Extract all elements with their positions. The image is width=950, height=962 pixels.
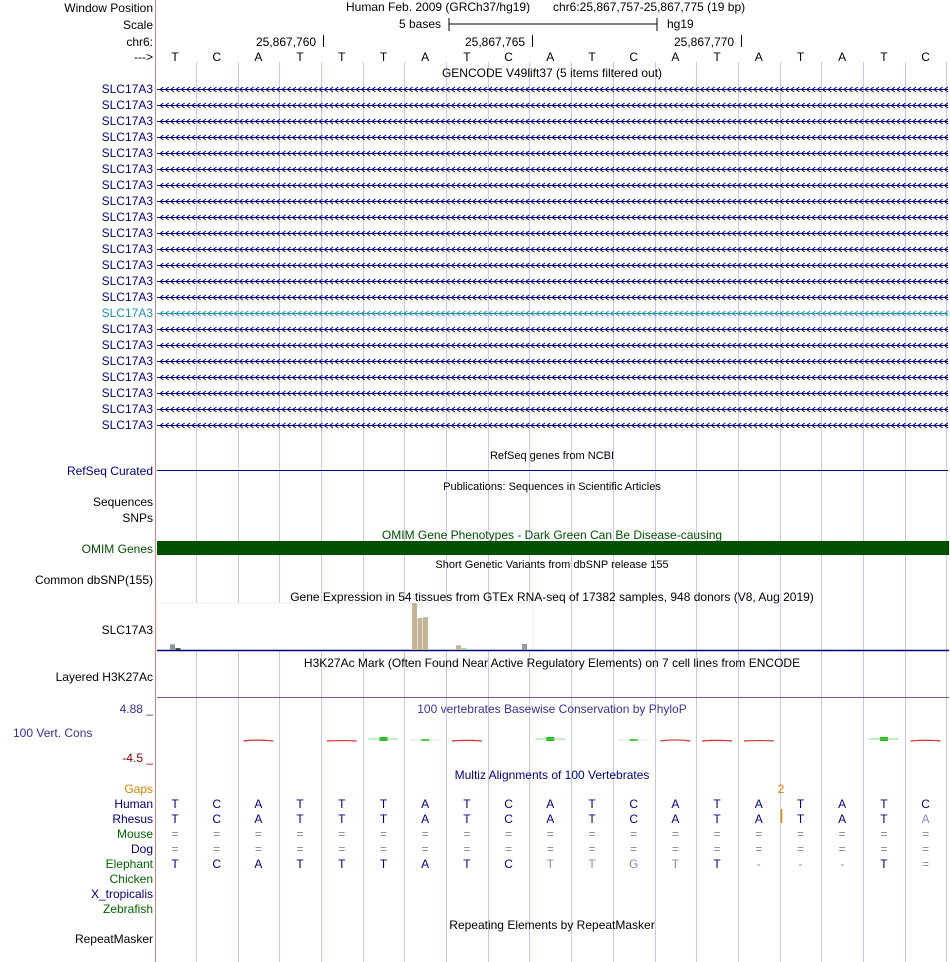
alignment-base: = bbox=[796, 842, 805, 856]
alignment-base: = bbox=[796, 827, 805, 841]
repeatmasker-title[interactable]: Repeating Elements by RepeatMasker bbox=[449, 918, 655, 932]
gene-label[interactable]: SLC17A3 bbox=[101, 162, 153, 176]
alignment-base: T bbox=[463, 797, 471, 811]
alignment-base: = bbox=[588, 842, 596, 856]
alignment-base: T bbox=[296, 812, 304, 826]
gene-label[interactable]: SLC17A3 bbox=[101, 82, 153, 96]
phylop-max: 4.88 _ bbox=[119, 702, 153, 716]
alignment-base: = bbox=[713, 842, 721, 856]
alignment-base: T bbox=[588, 797, 596, 811]
alignment-base: - bbox=[798, 857, 803, 871]
alignment-base: = bbox=[713, 827, 721, 841]
phylop-mark bbox=[911, 740, 941, 741]
gene-label[interactable]: SLC17A3 bbox=[101, 194, 153, 208]
base-letter: T bbox=[296, 50, 304, 64]
alignment-base: - bbox=[756, 857, 761, 871]
species-label[interactable]: X_tropicalis bbox=[90, 887, 153, 901]
gene-label[interactable]: SLC17A3 bbox=[101, 98, 153, 112]
db-label: hg19 bbox=[667, 17, 694, 31]
base-letter: A bbox=[754, 50, 763, 64]
alignment-base: T bbox=[171, 812, 179, 826]
alignment-base: C bbox=[504, 812, 513, 826]
base-letter: T bbox=[379, 50, 388, 64]
base-letter: T bbox=[338, 50, 346, 64]
gene-label[interactable]: SLC17A3 bbox=[101, 338, 153, 352]
base-letter: C bbox=[212, 50, 222, 64]
alignment-base: = bbox=[671, 842, 679, 856]
base-letter: T bbox=[588, 50, 596, 64]
alignment-base: = bbox=[922, 827, 930, 841]
base-letter: A bbox=[254, 50, 263, 64]
base-letter: C bbox=[629, 50, 639, 64]
alignment-base: T bbox=[296, 797, 304, 811]
position-readout[interactable]: chr6:25,867,757-25,867,775 (19 bp) bbox=[553, 0, 746, 14]
phylop-label[interactable]: 100 Vert. Cons bbox=[13, 726, 93, 740]
base-letter: A bbox=[421, 50, 430, 64]
scale-text: 5 bases bbox=[399, 17, 442, 31]
gtex-bar bbox=[522, 644, 527, 650]
base-letter: T bbox=[171, 50, 179, 64]
alignment-base: A bbox=[671, 797, 680, 811]
publications-title[interactable]: Publications: Sequences in Scientific Articles bbox=[443, 481, 661, 493]
alignment-base: = bbox=[505, 842, 513, 856]
gene-label[interactable]: SLC17A3 bbox=[101, 306, 153, 320]
alignment-base: = bbox=[755, 827, 763, 841]
species-label[interactable]: Mouse bbox=[116, 827, 153, 841]
alignment-base: C bbox=[629, 812, 639, 826]
alignment-base: T bbox=[338, 797, 346, 811]
phylop-mark bbox=[702, 740, 732, 741]
alignment-base: = bbox=[379, 827, 388, 841]
alignment-base: = bbox=[671, 827, 679, 841]
alignment-base: T bbox=[713, 857, 721, 871]
alignment-base: T bbox=[379, 812, 388, 826]
alignment-base: T bbox=[379, 797, 388, 811]
species-label[interactable]: Human bbox=[114, 797, 153, 811]
window-position-label: Window Position bbox=[64, 1, 153, 15]
species-label[interactable]: Zebrafish bbox=[102, 902, 153, 916]
alignment-base: - bbox=[840, 857, 845, 871]
gene-label[interactable]: SLC17A3 bbox=[101, 210, 153, 224]
base-letter: C bbox=[504, 50, 513, 64]
dbsnp-title[interactable]: Short Genetic Variants from dbSNP release 155 bbox=[435, 559, 669, 571]
sequences-label[interactable]: Sequences bbox=[92, 495, 153, 509]
alignment-base: C bbox=[212, 797, 222, 811]
alignment-base: = bbox=[880, 842, 888, 856]
gene-label[interactable]: SLC17A3 bbox=[101, 354, 153, 368]
gene-label[interactable]: SLC17A3 bbox=[101, 322, 153, 336]
gene-label[interactable]: SLC17A3 bbox=[101, 370, 153, 384]
gtex-label[interactable]: SLC17A3 bbox=[101, 623, 153, 637]
alignment-base: = bbox=[379, 842, 388, 856]
base-letter: A bbox=[838, 50, 847, 64]
alignment-base: T bbox=[796, 812, 805, 826]
alignment-base: = bbox=[296, 827, 304, 841]
alignment-base: = bbox=[546, 827, 554, 841]
base-letter: T bbox=[713, 50, 721, 64]
alignment-base: = bbox=[755, 842, 763, 856]
multiz-title[interactable]: Multiz Alignments of 100 Vertebrates bbox=[454, 768, 650, 782]
gene-label[interactable]: SLC17A3 bbox=[101, 242, 153, 256]
gene-label[interactable]: SLC17A3 bbox=[101, 290, 153, 304]
alignment-base: A bbox=[421, 797, 430, 811]
alignment-base: A bbox=[838, 797, 847, 811]
alignment-base: A bbox=[421, 812, 430, 826]
alignment-base: = bbox=[630, 827, 638, 841]
alignment-base: = bbox=[880, 827, 888, 841]
gtex-bar bbox=[176, 648, 181, 650]
dbsnp-label[interactable]: Common dbSNP(155) bbox=[34, 573, 153, 587]
alignment-base: T bbox=[546, 857, 554, 871]
phylop-mark bbox=[243, 740, 273, 741]
coord-3: 25,867,770 bbox=[674, 35, 735, 49]
alignment-base: T bbox=[296, 857, 304, 871]
gtex-title[interactable]: Gene Expression in 54 tissues from GTEx RNA-seq of 17382 samples, 948 donors (V8, Aug 2019) bbox=[290, 590, 814, 604]
alignment-base: = bbox=[171, 827, 179, 841]
strand-label: ---> bbox=[134, 50, 153, 64]
gtex-bar bbox=[423, 617, 428, 650]
alignment-base: = bbox=[213, 827, 221, 841]
alignment-base: A bbox=[254, 812, 263, 826]
coord-2: 25,867,765 bbox=[465, 35, 526, 49]
alignment-base: T bbox=[463, 812, 471, 826]
gene-label[interactable]: SLC17A3 bbox=[101, 178, 153, 192]
species-label[interactable]: Elephant bbox=[105, 857, 153, 871]
alignment-base: T bbox=[713, 797, 721, 811]
refseq-title[interactable]: RefSeq genes from NCBI bbox=[489, 450, 615, 462]
gene-label[interactable]: SLC17A3 bbox=[101, 386, 153, 400]
alignment-base: = bbox=[338, 827, 346, 841]
alignment-base: T bbox=[796, 797, 805, 811]
gene-label[interactable]: SLC17A3 bbox=[101, 418, 153, 432]
alignment-base: = bbox=[838, 842, 846, 856]
alignment-base: C bbox=[629, 797, 639, 811]
omim-title[interactable]: OMIM Gene Phenotypes - Dark Green Can Be Disease-causing bbox=[381, 528, 723, 542]
alignment-base: = bbox=[922, 842, 930, 856]
gene-label[interactable]: SLC17A3 bbox=[101, 274, 153, 288]
alignment-base: A bbox=[546, 797, 555, 811]
gene-label[interactable]: SLC17A3 bbox=[101, 130, 153, 144]
alignment-base: C bbox=[212, 812, 222, 826]
alignment-base: = bbox=[254, 827, 262, 841]
gtex-bar bbox=[462, 648, 467, 650]
alignment-base: T bbox=[880, 812, 888, 826]
phylop-min: -4.5 _ bbox=[122, 751, 153, 765]
species-label[interactable]: Rhesus bbox=[112, 812, 153, 826]
alignment-base: = bbox=[838, 827, 846, 841]
alignment-base: T bbox=[463, 857, 471, 871]
alignment-base: T bbox=[338, 857, 346, 871]
gencode-title[interactable]: GENCODE V49lift37 (5 items filtered out) bbox=[441, 66, 663, 80]
gtex-bar bbox=[170, 644, 175, 650]
gap-marker: 2 bbox=[777, 782, 785, 796]
alignment-base: = bbox=[630, 842, 638, 856]
omim-bar bbox=[157, 541, 949, 555]
base-letter: T bbox=[880, 50, 888, 64]
base-letter: T bbox=[796, 50, 805, 64]
species-label[interactable]: Chicken bbox=[109, 872, 153, 886]
refseq-label[interactable]: RefSeq Curated bbox=[66, 464, 153, 478]
alignment-base: T bbox=[171, 857, 179, 871]
alignment-base: = bbox=[421, 827, 429, 841]
gtex-area bbox=[157, 603, 533, 650]
alignment-base: A bbox=[254, 857, 263, 871]
alignment-base: A bbox=[921, 812, 930, 826]
alignment-base: C bbox=[921, 797, 930, 811]
h3k27ac-label[interactable]: Layered H3K27Ac bbox=[55, 670, 153, 684]
gene-label[interactable]: SLC17A3 bbox=[101, 258, 153, 272]
snps-label[interactable]: SNPs bbox=[122, 511, 153, 525]
scale-label: Scale bbox=[122, 18, 153, 32]
alignment-base: T bbox=[671, 857, 680, 871]
phylop-mark bbox=[660, 740, 690, 741]
gtex-bar bbox=[412, 603, 417, 650]
gtex-bar bbox=[451, 649, 456, 650]
alignment-base: A bbox=[254, 797, 263, 811]
alignment-base: T bbox=[588, 812, 596, 826]
alignment-base: C bbox=[504, 857, 513, 871]
alignment-base: A bbox=[421, 857, 430, 871]
coord-1: 25,867,760 bbox=[256, 35, 317, 49]
alignment-base: T bbox=[379, 857, 388, 871]
base-letter: A bbox=[671, 50, 680, 64]
gtex-bar bbox=[456, 645, 461, 650]
alignment-base: = bbox=[463, 842, 471, 856]
base-letter: T bbox=[463, 50, 471, 64]
gaps-label: Gaps bbox=[124, 782, 153, 796]
gene-label[interactable]: SLC17A3 bbox=[101, 226, 153, 240]
base-letter: C bbox=[921, 50, 930, 64]
alignment-base: A bbox=[838, 812, 847, 826]
alignment-base: = bbox=[922, 857, 930, 871]
alignment-base: = bbox=[421, 842, 429, 856]
alignment-base: = bbox=[505, 827, 513, 841]
alignment-base: = bbox=[254, 842, 262, 856]
alignment-base: T bbox=[880, 857, 888, 871]
chrom-label: chr6: bbox=[126, 35, 153, 49]
alignment-base: A bbox=[754, 797, 763, 811]
gene-label[interactable]: SLC17A3 bbox=[101, 402, 153, 416]
alignment-base: C bbox=[504, 797, 513, 811]
phylop-title[interactable]: 100 vertebrates Basewise Conservation by PhyloP bbox=[417, 702, 687, 716]
alignment-base: T bbox=[713, 812, 721, 826]
alignment-base: T bbox=[171, 797, 179, 811]
omim-label[interactable]: OMIM Genes bbox=[81, 542, 153, 556]
alignment-base: = bbox=[296, 842, 304, 856]
gene-label[interactable]: SLC17A3 bbox=[101, 114, 153, 128]
gene-label[interactable]: SLC17A3 bbox=[101, 146, 153, 160]
phylop-mark bbox=[452, 740, 482, 741]
alignment-base: T bbox=[588, 857, 596, 871]
species-label[interactable]: Dog bbox=[130, 842, 153, 856]
base-letter: A bbox=[546, 50, 555, 64]
alignment-base: = bbox=[213, 842, 221, 856]
alignment-base: = bbox=[463, 827, 471, 841]
alignment-base: T bbox=[338, 812, 346, 826]
alignment-base: = bbox=[546, 842, 554, 856]
alignment-base: = bbox=[338, 842, 346, 856]
alignment-base: A bbox=[671, 812, 680, 826]
alignment-base: A bbox=[546, 812, 555, 826]
alignment-base: A bbox=[754, 812, 763, 826]
h3k27ac-title[interactable]: H3K27Ac Mark (Often Found Near Active Regulatory Elements) on 7 cell lines from ENCODE bbox=[303, 656, 801, 670]
assembly-title: Human Feb. 2009 (GRCh37/hg19) bbox=[346, 0, 531, 14]
alignment-base: C bbox=[212, 857, 222, 871]
repeatmasker-label[interactable]: RepeatMasker bbox=[74, 932, 153, 946]
gtex-bar bbox=[418, 618, 423, 650]
alignment-base: T bbox=[880, 797, 888, 811]
alignment-base: G bbox=[629, 857, 639, 871]
alignment-base: = bbox=[171, 842, 179, 856]
alignment-base: = bbox=[588, 827, 596, 841]
